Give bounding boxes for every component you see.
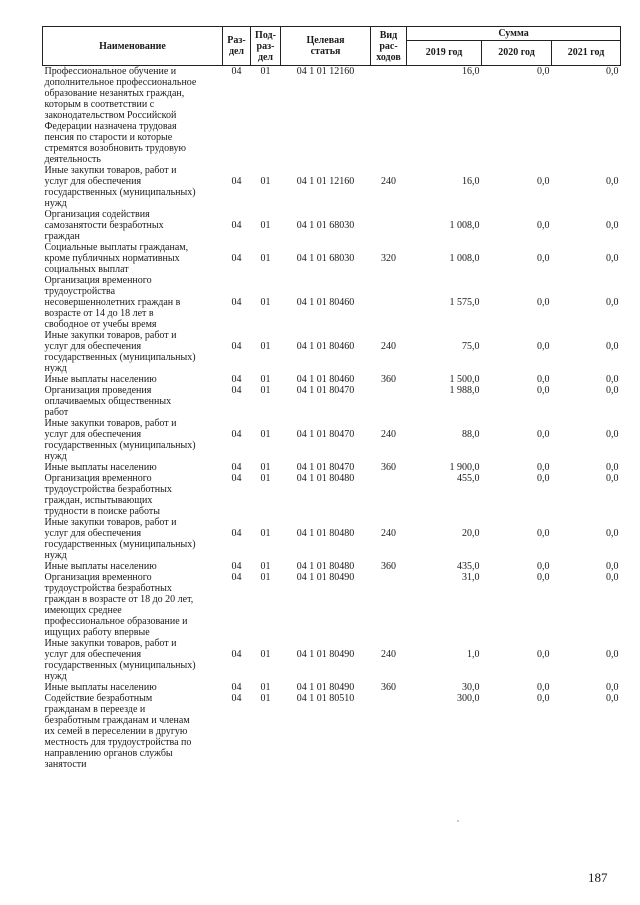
row-name [43,462,223,473]
row-value-2020: 0,0 [537,462,550,473]
row-name [43,572,223,638]
row-value-2019: 1 008,0 [449,220,480,231]
row-target: 04 1 01 80510 [296,693,355,704]
row-name-line: услуг для обеспечения [44,528,142,539]
row-name-line: Организация временного [44,572,152,583]
row-razdel: 04 [231,66,242,77]
row-name-line: социальных выплат [44,264,129,275]
row-value-2021: 0,0 [606,649,619,660]
table-row [43,242,621,275]
table-row [43,66,621,166]
row-name-line: Иные закупки товаров, работ и [44,418,177,429]
row-name-line: Профессиональное обучение и [44,66,177,77]
row-name [43,517,223,561]
row-name-line: нужд [44,451,67,462]
header-year-2020: 2020 год [482,40,552,65]
row-name [43,473,223,517]
row-target: 04 1 01 80460 [296,374,355,385]
row-razdel: 04 [231,572,242,583]
row-name-line: свободное от учебы время [44,319,157,330]
row-name-line: ищущих работу впервые [44,627,150,638]
header-target-line: статья [310,46,341,57]
row-target: 04 1 01 80470 [296,429,355,440]
row-value-2020: 0,0 [537,341,550,352]
header-sum: Сумма [407,27,621,41]
row-vid: 360 [381,374,396,385]
row-value-2020: 0,0 [537,561,550,572]
row-razdel: 04 [231,341,242,352]
table-row [43,385,621,418]
row-name-line: гражданам в переезде и [44,704,146,715]
row-value-2019: 20,0 [462,528,480,539]
table-row [43,572,621,638]
table-body [43,66,621,771]
header-vid [371,27,407,66]
row-value-2020: 0,0 [537,297,550,308]
row-value-2021: 0,0 [606,220,619,231]
row-vid [371,385,407,418]
row-value-2020: 0,0 [537,649,550,660]
row-name-line: Содействие безработным [44,693,153,704]
page-number: 187 [588,870,608,885]
row-name-line: нужд [44,550,67,561]
row-name-line: трудоустройства [44,286,116,297]
row-razdel: 04 [231,528,242,539]
row-razdel: 04 [231,220,242,231]
row-name [43,275,223,330]
row-podrazdel: 01 [260,693,271,704]
header-podrazdel-line: дел [257,51,274,63]
row-name-line: услуг для обеспечения [44,649,142,660]
row-value-2021: 0,0 [606,374,619,385]
row-value-2021: 0,0 [606,385,619,396]
header-podrazdel-line: раз- [256,40,275,52]
row-value-2019: 455,0 [457,473,480,484]
row-value-2019: 75,0 [462,341,480,352]
header-razdel-line: дел [228,46,245,57]
header-podrazdel [251,27,281,66]
row-name-line: безработным гражданам и членам [44,715,190,726]
row-podrazdel: 01 [260,682,271,693]
row-name-line: профессиональное образование и [44,616,188,627]
table-row [43,330,621,374]
row-podrazdel: 01 [260,429,271,440]
row-value-2021: 0,0 [606,693,619,704]
row-name-line: дополнительное профессиональное [44,77,197,88]
row-vid: 240 [381,176,396,187]
header-razdel-line: Раз- [227,35,246,46]
row-razdel: 04 [231,649,242,660]
row-podrazdel: 01 [260,473,271,484]
row-name-line: законодательством Российской [44,110,177,121]
row-name-line: которым в соответствии с [44,99,155,110]
row-name-line: государственных (муниципальных) [44,352,196,363]
row-value-2021: 0,0 [606,682,619,693]
budget-table [42,26,621,770]
row-name-line: пенсия по старости и которые [44,132,173,143]
row-value-2019: 1 008,0 [449,253,480,264]
row-value-2021: 0,0 [606,429,619,440]
table-row [43,517,621,561]
table-row [43,638,621,682]
row-value-2019: 300,0 [457,693,480,704]
row-podrazdel: 01 [260,341,271,352]
row-name [43,242,223,275]
row-value-2021: 0,0 [606,528,619,539]
row-target: 04 1 01 80470 [296,462,355,473]
row-name-line: Иные выплаты населению [44,374,157,385]
row-name-line: нужд [44,671,67,682]
row-name [43,374,223,385]
row-name-line: Федерации назначена трудовая [44,121,177,132]
row-vid [371,473,407,517]
row-name-line: Организация содействия [44,209,150,220]
header-vid-line: ходов [376,51,401,63]
table-row [43,462,621,473]
row-value-2019: 30,0 [462,682,480,693]
row-podrazdel: 01 [260,176,271,187]
row-razdel: 04 [231,561,242,572]
row-vid: 240 [381,649,396,660]
row-value-2021: 0,0 [606,176,619,187]
row-razdel: 04 [231,176,242,187]
row-target: 04 1 01 80470 [296,385,355,396]
row-name-line: нужд [44,363,67,374]
row-name-line: государственных (муниципальных) [44,539,196,550]
row-value-2021: 0,0 [606,253,619,264]
header-razdel [223,27,251,66]
row-name [43,638,223,682]
row-name-line: Организация проведения [44,385,152,396]
row-name [43,561,223,572]
row-name-line: оплачиваемых общественных [44,396,172,407]
table-row [43,209,621,242]
row-name-line: занятости [44,759,87,770]
row-name [43,682,223,693]
row-value-2021: 0,0 [606,561,619,572]
row-name-line: Иные выплаты населению [44,682,157,693]
row-vid: 360 [381,561,396,572]
row-name-line: трудоустройства безработных [44,484,172,495]
row-name-line: граждан [44,231,80,242]
row-name-line: Иные выплаты населению [44,462,157,473]
row-value-2020: 0,0 [537,385,550,396]
row-value-2019: 16,0 [462,66,480,77]
row-vid: 360 [381,462,396,473]
table-row [43,275,621,330]
row-value-2020: 0,0 [537,429,550,440]
row-name-line: имеющих среднее [44,605,122,616]
row-value-2020: 0,0 [537,374,550,385]
row-value-2019: 31,0 [462,572,480,583]
row-name-line: граждан, испытывающих [44,495,153,506]
table-row [43,693,621,770]
header-vid-line: Вид [379,29,398,41]
row-value-2019: 1 500,0 [449,374,480,385]
row-name [43,418,223,462]
row-value-2019: 88,0 [462,429,480,440]
row-name [43,209,223,242]
row-name-line: возрасте от 14 до 18 лет в [44,308,154,319]
row-value-2020: 0,0 [537,473,550,484]
row-razdel: 04 [231,374,242,385]
row-name-line: кроме публичных нормативных [44,253,180,264]
row-value-2021: 0,0 [606,462,619,473]
table-row [43,374,621,385]
table-row [43,682,621,693]
row-value-2019: 16,0 [462,176,480,187]
row-name [43,330,223,374]
row-target: 04 1 01 80490 [296,572,355,583]
row-podrazdel: 01 [260,385,271,396]
row-name-line: услуг для обеспечения [44,429,142,440]
header-target-line: Целевая [306,35,345,46]
row-value-2020: 0,0 [537,66,550,77]
row-value-2019: 1 988,0 [449,385,480,396]
row-target: 04 1 01 80480 [296,561,355,572]
row-vid [371,66,407,166]
row-value-2019: 1 575,0 [449,297,480,308]
row-podrazdel: 01 [260,528,271,539]
row-value-2020: 0,0 [537,693,550,704]
row-name-line: Организация временного [44,473,152,484]
row-razdel: 04 [231,297,242,308]
row-name-line: услуг для обеспечения [44,341,142,352]
row-razdel: 04 [231,682,242,693]
row-value-2020: 0,0 [537,572,550,583]
row-name [43,66,223,166]
row-name-line: стремятся возобновить трудовую [44,143,186,154]
row-name [43,165,223,209]
row-target: 04 1 01 80480 [296,473,355,484]
row-vid: 320 [381,253,396,264]
row-name-line: государственных (муниципальных) [44,440,196,451]
row-name-line: граждан в возрасте от 18 до 20 лет, [44,594,194,605]
row-name-line: Социальные выплаты гражданам, [44,242,189,253]
row-name-line: Иные закупки товаров, работ и [44,165,177,176]
row-name [43,385,223,418]
row-name-line: Иные закупки товаров, работ и [44,330,177,341]
row-vid: 240 [381,429,396,440]
header-year-2019: 2019 год [407,40,482,65]
row-razdel: 04 [231,473,242,484]
row-target: 04 1 01 80490 [296,649,355,660]
row-name-line: Иные закупки товаров, работ и [44,517,177,528]
row-podrazdel: 01 [260,561,271,572]
row-target: 04 1 01 12160 [296,176,355,187]
table-row [43,165,621,209]
row-name-line: несовершеннолетних граждан в [44,297,181,308]
row-name-line: самозанятости безработных [44,220,164,231]
row-name-line: местность для трудоустройства по [44,737,192,748]
row-value-2020: 0,0 [537,528,550,539]
row-name-line: работ [44,407,69,418]
row-vid [371,572,407,638]
row-value-2021: 0,0 [606,473,619,484]
row-podrazdel: 01 [260,66,271,77]
row-value-2020: 0,0 [537,176,550,187]
row-vid [371,693,407,770]
header-podrazdel-line: Под- [255,29,276,41]
row-value-2021: 0,0 [606,66,619,77]
row-value-2019: 1,0 [467,649,480,660]
table-row [43,473,621,517]
row-value-2019: 435,0 [457,561,480,572]
row-razdel: 04 [231,462,242,473]
row-target: 04 1 01 68030 [296,220,355,231]
scan-speck [457,820,459,822]
row-name-line: деятельность [44,154,101,165]
row-name-line: Иные выплаты населению [44,561,157,572]
row-razdel: 04 [231,253,242,264]
row-vid: 240 [381,528,396,539]
row-name-line: государственных (муниципальных) [44,187,196,198]
row-target: 04 1 01 80490 [296,682,355,693]
header-name: Наименование [43,27,223,66]
row-name-line: услуг для обеспечения [44,176,142,187]
header-year-2021: 2021 год [552,40,621,65]
row-podrazdel: 01 [260,462,271,473]
header-vid-line: рас- [379,40,398,52]
table-row [43,561,621,572]
row-razdel: 04 [231,693,242,704]
row-razdel: 04 [231,429,242,440]
row-podrazdel: 01 [260,649,271,660]
row-podrazdel: 01 [260,572,271,583]
row-name-line: направлению органов службы [44,748,173,759]
row-name-line: нужд [44,198,67,209]
row-target: 04 1 01 80480 [296,528,355,539]
row-value-2020: 0,0 [537,253,550,264]
row-podrazdel: 01 [260,220,271,231]
table-row [43,418,621,462]
row-podrazdel: 01 [260,253,271,264]
row-target: 04 1 01 12160 [296,66,355,77]
row-name [43,693,223,770]
row-razdel: 04 [231,385,242,396]
row-vid [371,275,407,330]
row-value-2020: 0,0 [537,220,550,231]
row-name-line: Организация временного [44,275,152,286]
row-name-line: трудоустройства безработных [44,583,172,594]
row-podrazdel: 01 [260,374,271,385]
row-vid: 360 [381,682,396,693]
row-name-line: образование незанятых граждан, [44,88,185,99]
header-target [281,27,371,66]
row-name-line: трудности в поиске работы [44,506,160,517]
row-name-line: их семей в переселении в другую [44,726,188,737]
row-podrazdel: 01 [260,297,271,308]
row-value-2021: 0,0 [606,572,619,583]
row-name-line: государственных (муниципальных) [44,660,196,671]
row-target: 04 1 01 68030 [296,253,355,264]
row-target: 04 1 01 80460 [296,297,355,308]
row-value-2021: 0,0 [606,297,619,308]
row-value-2019: 1 900,0 [449,462,480,473]
row-vid: 240 [381,341,396,352]
row-name-line: Иные закупки товаров, работ и [44,638,177,649]
row-value-2020: 0,0 [537,682,550,693]
row-value-2021: 0,0 [606,341,619,352]
row-target: 04 1 01 80460 [296,341,355,352]
row-vid [371,209,407,242]
